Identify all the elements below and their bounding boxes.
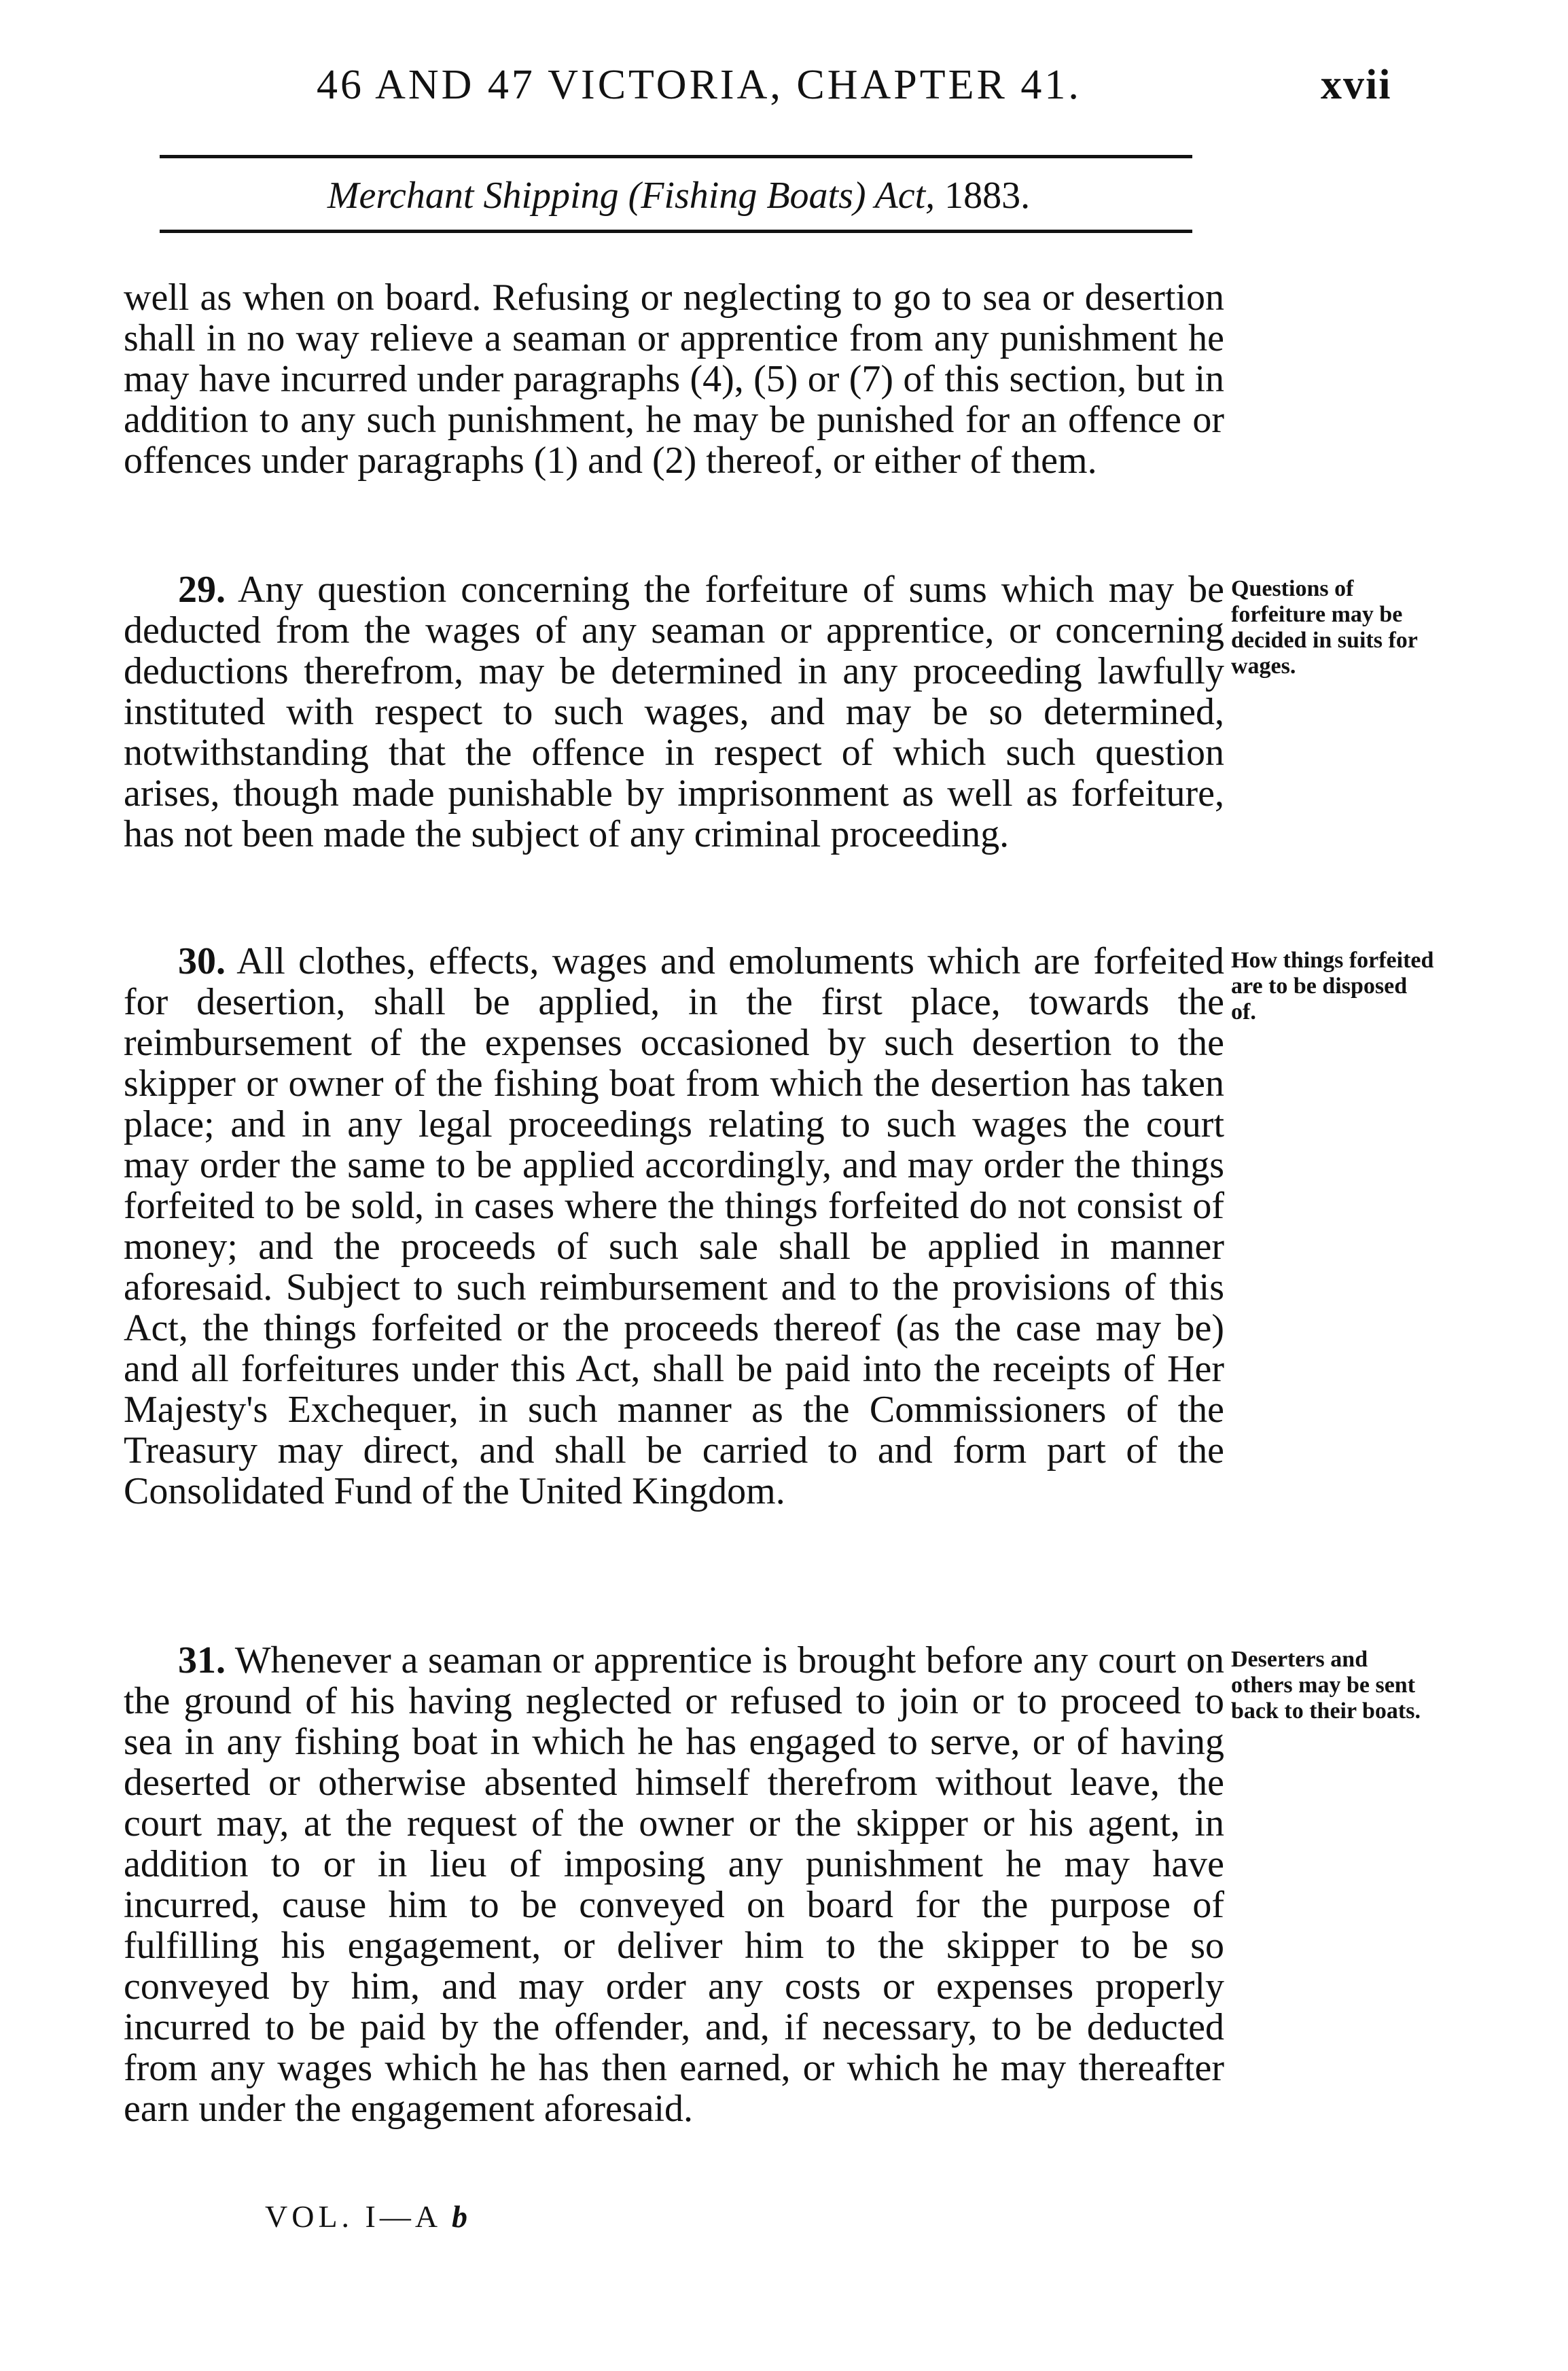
side-note-29: Questions of forfeiture may be decided in suits for wages. <box>1231 576 1418 679</box>
side-note-31: Deserters and others may be sent back to their boats. <box>1231 1647 1421 1724</box>
page-number: xvii <box>1321 62 1392 108</box>
signature-letter: b <box>452 2199 472 2234</box>
act-title-year: 1883. <box>944 175 1031 217</box>
section-number: 30. <box>178 940 226 982</box>
section-number: 29. <box>178 569 226 611</box>
signature-mark <box>265 2198 471 2234</box>
section-text: Whenever a seaman or apprentice is brought before any court on the ground of his having neglected or refused to join or to proceed to sea in any fishing boat in which he has engaged to serve, or of having deserted or otherwise absented himself therefrom without leave, the court may, at the request of the owner or the skipper or his agent, in addition to or in lieu of imposing any punishment he may have incurred, cause him to be conveyed on board for the purpose of fulfilling his engagement, or deliver him to the skipper to be so conveyed by him, and may order any costs or expenses properly incurred to be paid by the offender, and, if necessary, to be deducted from any wages which he has then earned, or which he may thereafter earn under the engagement aforesaid. <box>124 1639 1224 2130</box>
section-number: 31. <box>178 1639 226 1681</box>
running-head: 46 AND 47 VICTORIA, CHAPTER 41. <box>317 62 1082 108</box>
header-rule-bottom <box>160 230 1192 233</box>
continuation-text: well as when on board. Refusing or neglecting to go to sea or desertion shall in no way relieve a seaman or apprentice from any punishment he may have incurred under paragraphs (4), (5) or (7) of this section, but in addition to any such punishment, he may be punished for an offence or offences under paragraphs (1) and (2) thereof, or either of them. <box>124 277 1224 482</box>
side-note-30: How things forfeited are to be disposed of. <box>1231 948 1434 1024</box>
section-31 <box>124 1640 1224 2129</box>
section-text: All clothes, effects, wages and emoluments which are forfeited for desertion, shall be applied, in the first place, towards the reimbursement of the expenses occasioned by such desertion to the skipper or owner of the fishing boat from which the desertion has taken place; and in any legal proceedings relating to such wages the court may order the same to be applied accordingly, and may order the things forfeited to be sold, in cases where the things forfeited do not consist of money; and the proceeds of such sale shall be applied in manner aforesaid. Subject to such reimbursement and to the provisions of this Act, the things forfeited or the proceeds thereof (as the case may be) and all forfeitures under this Act, shall be paid into the receipts of Her Majesty's Exchequer, in such manner as the Commissioners of the Treasury may direct, and shall be carried to and form part of the Consolidated Fund of the United Kingdom. <box>124 940 1224 1512</box>
act-title-text: Merchant Shipping (Fishing Boats) Act, <box>327 175 936 217</box>
continuation-paragraph <box>124 277 1224 481</box>
signature-text: VOL. I—A <box>265 2199 440 2234</box>
act-title <box>0 174 1568 217</box>
section-30 <box>124 941 1224 1512</box>
section-29 <box>124 569 1224 855</box>
section-text: Any question concerning the forfeiture of sums which may be deducted from the wages of any seaman or apprentice, or concerning deductions therefrom, may be determined in any proceeding lawfully instituted with respect to such wages, and may be so determined, notwithstanding that the offence in respect of which such question arises, though made punishable by imprisonment as well as forfeiture, has not been made the subject of any criminal proceeding. <box>124 569 1224 855</box>
header-rule-top <box>160 155 1192 158</box>
